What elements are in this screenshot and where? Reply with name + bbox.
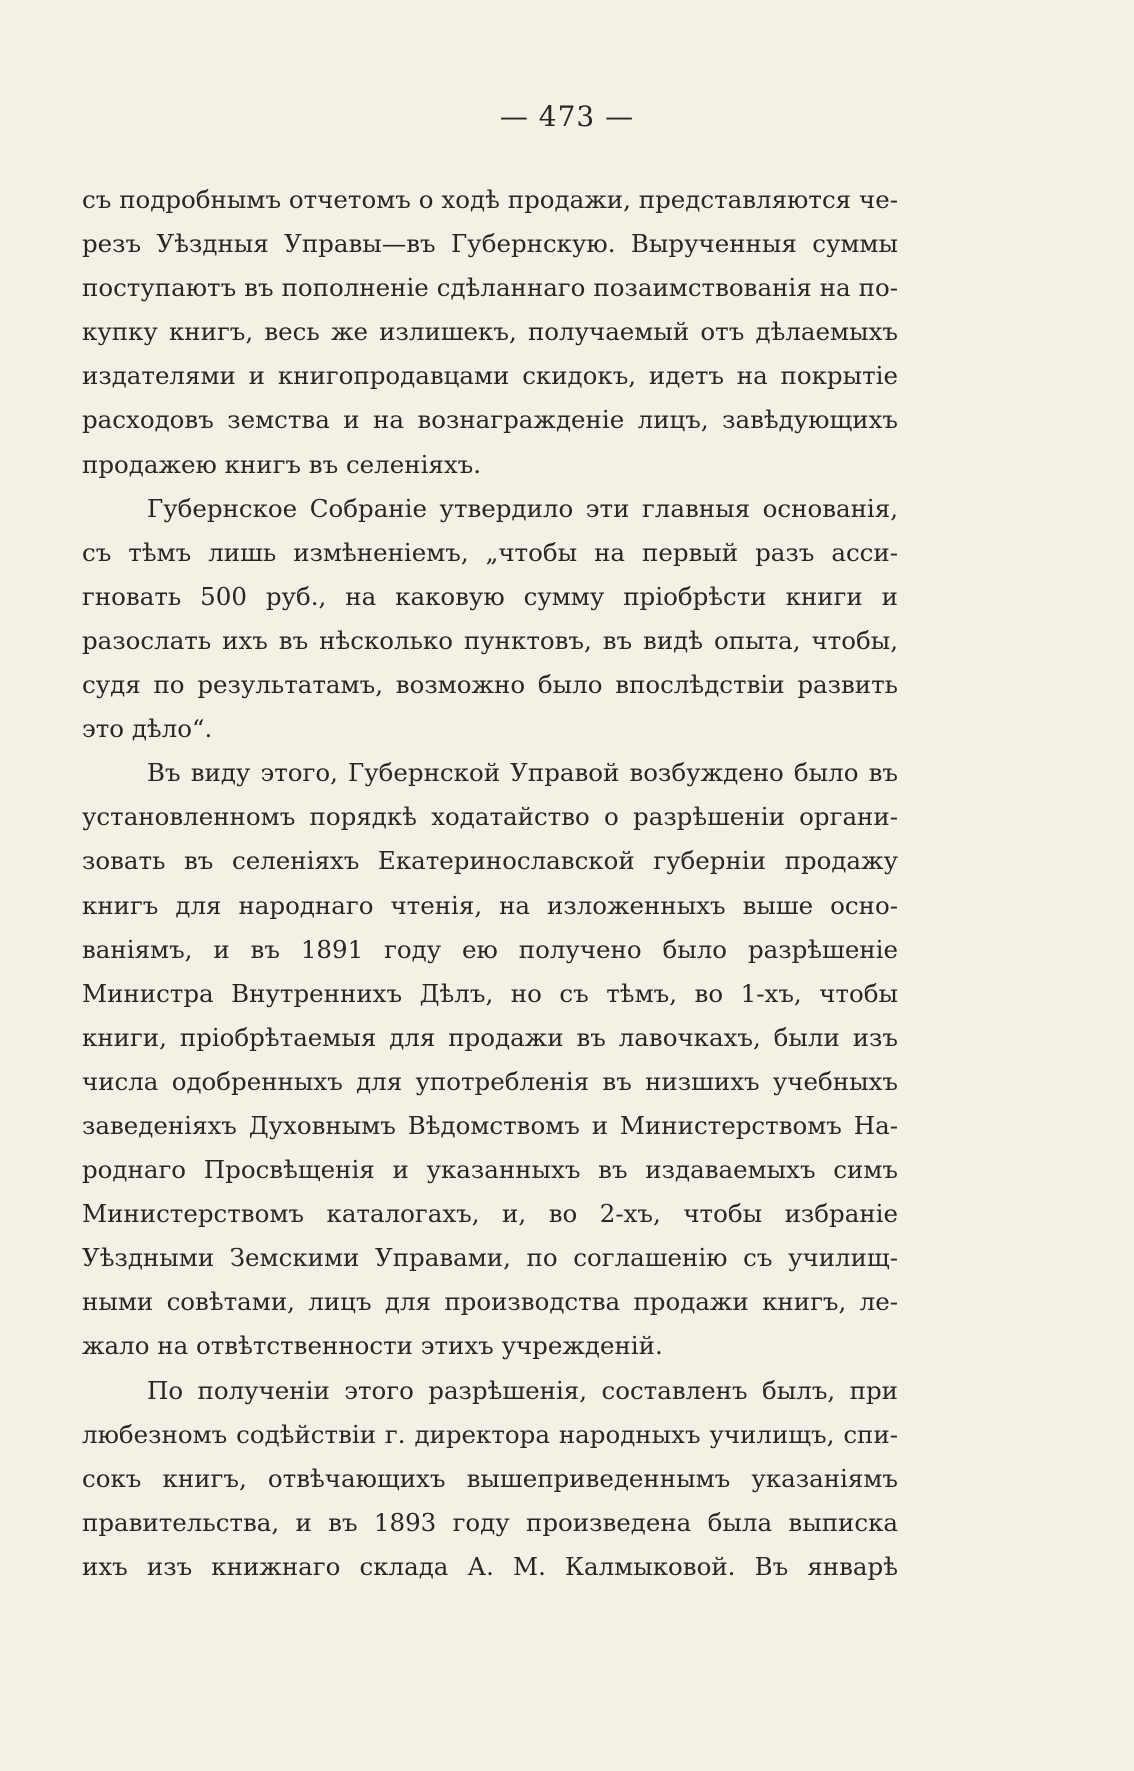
text-line: ихъ изъ книжнаго склада А. М. Калмыковой. Въ январѣ [82,1551,898,1581]
text-line: книгъ для народнаго чтенія, на изложенныхъ выше осно- [82,890,898,920]
text-line: книги, пріобрѣтаемыя для продажи въ лавочкахъ, были изъ [82,1022,898,1052]
text-line: жало на отвѣтственности этихъ учрежденій. [82,1331,663,1361]
text-line: Министерствомъ каталогахъ, и, во 2-хъ, чтобы избраніе [82,1199,898,1229]
text-line: судя по результатамъ, возможно было впослѣдствіи развить [82,670,898,700]
text-line: правительства, и въ 1893 году произведена была выписка [82,1507,898,1537]
text-line: Губернское Собраніе утвердило эти главныя основанія, [147,493,898,523]
text-line: Министра Внутреннихъ Дѣлъ, но съ тѣмъ, во 1-хъ, чтобы [82,978,898,1008]
text-line: ваніямъ, и въ 1891 году ею получено было разрѣшеніе [82,934,898,964]
text-line: Въ виду этого, Губернской Управой возбуждено было въ [147,758,898,788]
text-line: это дѣло“. [82,714,213,744]
text-line: съ подробнымъ отчетомъ о ходѣ продажи, представляются че- [82,185,898,214]
text-line: Уѣздными Земскими Управами, по соглашенію съ училищ- [82,1243,898,1273]
text-line: сокъ книгъ, отвѣчающихъ вышеприведеннымъ указаніямъ [82,1463,898,1493]
text-line: По полученіи этого разрѣшенія, составленъ былъ, при [147,1375,898,1405]
text-line: издателями и книгопродавцами скидокъ, идетъ на покрытіе [82,361,898,391]
page-number: — 473 — [499,100,635,133]
text-line: числа одобренныхъ для употребленія въ низшихъ учебныхъ [82,1066,898,1096]
text-line: гновать 500 руб., на каковую сумму пріобрѣсти книги и [82,581,898,611]
text-line: любезномъ содѣйствіи г. директора народныхъ училищъ, спи- [82,1419,898,1449]
text-line: разослать ихъ въ нѣсколько пунктовъ, въ видѣ опыта, чтобы, [82,625,898,655]
text-line: поступаютъ въ пополненіе сдѣланнаго позаимствованія на по- [82,273,898,303]
text-line: расходовъ земства и на вознагражденіе лицъ, завѣдующихъ [82,405,898,435]
text-line: съ тѣмъ лишь измѣненіемъ, „чтобы на первый разъ асси- [82,537,898,567]
text-line: купку книгъ, весь же излишекъ, получаемый отъ дѣлаемыхъ [82,317,898,347]
text-line: зовать въ селеніяхъ Екатеринославской губерніи продажу [82,846,898,876]
body-text [82,178,898,1589]
text-line: ными совѣтами, лицъ для производства продажи книгъ, ле- [82,1287,898,1317]
text-line: роднаго Просвѣщенія и указанныхъ въ издаваемыхъ симъ [82,1155,898,1185]
text-line: продажею книгъ въ селеніяхъ. [82,449,482,479]
text-line: резъ Уѣздныя Управы—въ Губернскую. Вырученныя суммы [82,229,898,259]
text-line: установленномъ порядкѣ ходатайство о разрѣшеніи органи- [82,802,898,832]
text-line: заведеніяхъ Духовнымъ Вѣдомствомъ и Министерствомъ На- [82,1110,898,1140]
